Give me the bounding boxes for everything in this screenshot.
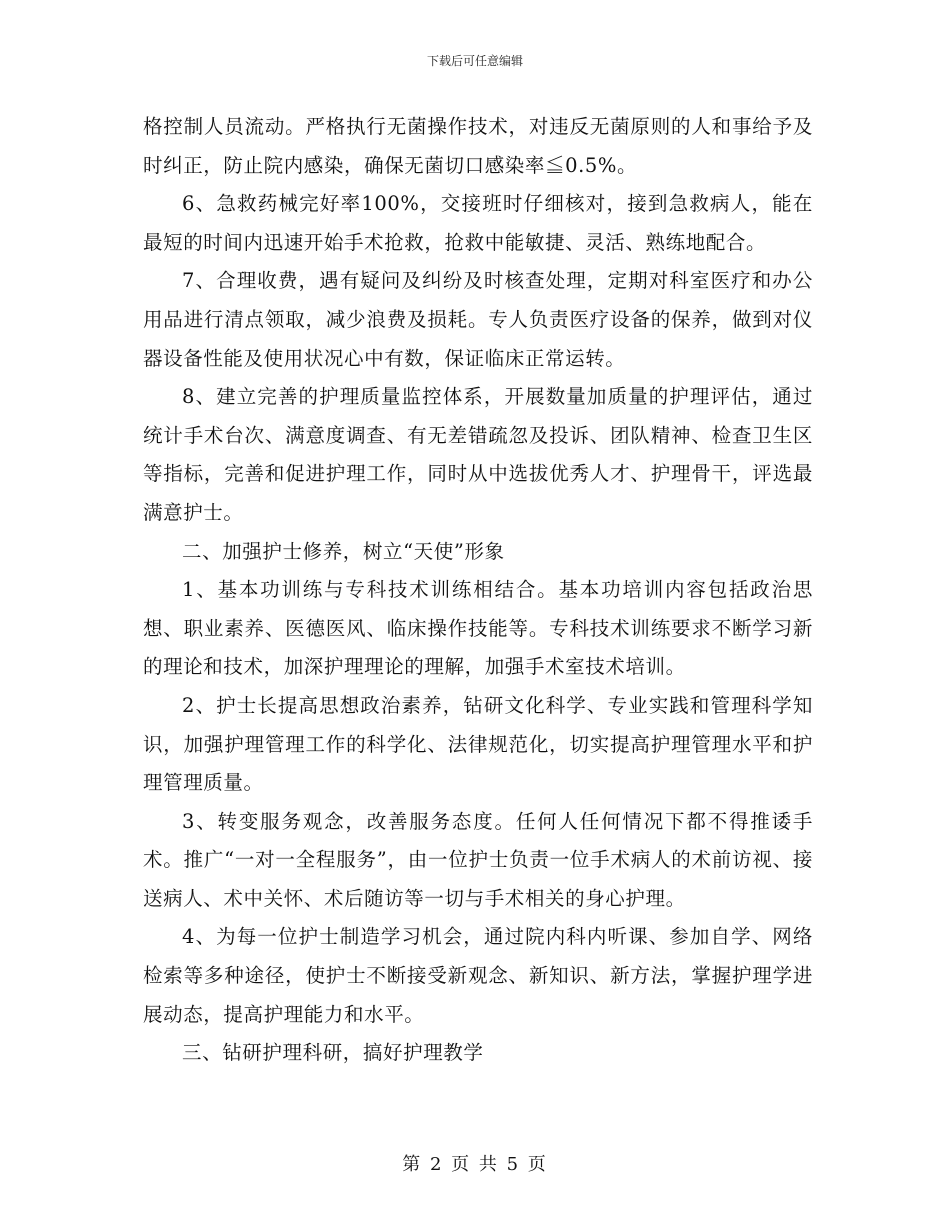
- paragraph-item-2: 2、护士长提高思想政治素养，钻研文化科学、专业实践和管理科学知识，加强护理管理工作的科学化、法律规范化，切实提高护理管理水平和护理管理质量。: [143, 693, 813, 795]
- paragraph-item-8: 8、建立完善的护理质量监控体系，开展数量加质量的护理评估，通过统计手术台次、满意度调查、有无差错疏忽及投诉、团队精神、检查卫生区等指标，完善和促进护理工作，同时从中选拔优秀人才、护理骨干，评选最满意护士。: [143, 385, 813, 524]
- paragraph-item-4: 4、为每一位护士制造学习机会，通过院内科内听课、参加自学、网络检索等多种途径，使护士不断接受新观念、新知识、新方法，掌握护理学进展动态，提高护理能力和水平。: [143, 925, 813, 1026]
- paragraph-item-1: 1、基本功训练与专科技术训练相结合。基本功培训内容包括政治思想、职业素养、医德医风、临床操作技能等。专科技术训练要求不断学习新的理论和技术，加深护理理论的理解，加强手术室技术培训。: [143, 578, 813, 679]
- page-header-note: 下载后可任意编辑: [426, 54, 523, 68]
- paragraph-item-3: 3、转变服务观念，改善服务态度。任何人任何情况下都不得推诿手术。推广“一对一全程服务”，由一位护士负责一位手术病人的术前访视、接送病人、术中关怀、术后随访等一切与手术相关的身心护理。: [143, 809, 813, 910]
- paragraph-item-7: 7、合理收费，遇有疑问及纠纷及时核查处理，定期对科室医疗和办公用品进行清点领取，减少浪费及损耗。专人负责医疗设备的保养，做到对仪器设备性能及使用状况心中有数，保证临床正常运转。: [143, 269, 813, 370]
- paragraph-continuation: 格控制人员流动。严格执行无菌操作技术，对违反无菌原则的人和事给予及时纠正，防止院内感染，确保无菌切口感染率≦0.5%。: [143, 115, 813, 177]
- paragraph-item-6: 6、急救药械完好率100%，交接班时仔细核对，接到急救病人，能在最短的时间内迅速开始手术抢救，抢救中能敏捷、灵活、熟练地配合。: [143, 192, 813, 254]
- section-heading-2: 二、加强护士修养，树立“天使”形象: [182, 539, 505, 563]
- page-number: 第 2 页 共 5 页: [402, 1154, 548, 1175]
- section-heading-3: 三、钻研护理科研，搞好护理教学: [182, 1041, 484, 1065]
- document-body: [143, 108, 813, 1073]
